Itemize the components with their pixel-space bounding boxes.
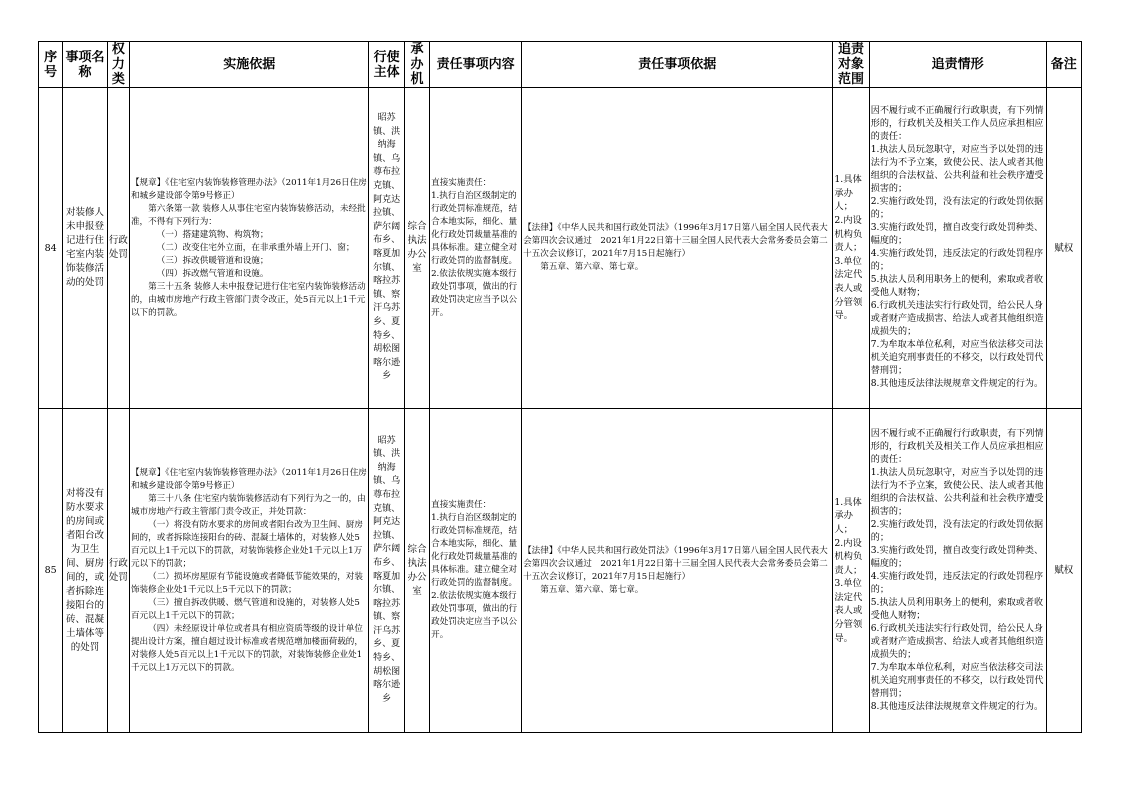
cbasis-line: 【法律】《中华人民共和国行政处罚法》（1996年3月17日第八届全国人民代表大会第四次会议通过 2021年1月22日第十三届全国人民代表大会常务委员会第二十五次会议修订，2021年7月15日起施行） (523, 223, 828, 259)
basis-line: （四）未经原设计单位或者具有相应资质等级的设计单位提出设计方案，擅自超过设计标准或者规范增加楼面荷载的，对装修人处5百元以上1千元以下的罚款，对装饰装修企业处1千元以上1万元以下的罚款。 (130, 623, 363, 673)
row-seq: 84 (39, 88, 63, 409)
row-cbasis (522, 409, 833, 733)
situation-line: 1.执法人员玩忽职守，对应当予以处罚的违法行为不予立案，致使公民、法人或者其他组织的合法权益、公共利益和社会秩序遭受损害的； (870, 145, 1044, 194)
row-basis (129, 409, 369, 733)
header-target: 追责对象范围 (833, 42, 869, 88)
row-basis (129, 88, 369, 409)
target-line: 3.单位法定代表人或分管领导。 (834, 255, 863, 322)
situation-line: 4.实施行政处罚，违反法定的行政处罚程序的； (870, 571, 1044, 595)
situation-line: 7.为牟取本单位私利，对应当依法移交司法机关追究刑事责任的不移交，以行政处罚代替刑罚； (870, 340, 1044, 376)
row-type: 行政处罚 (107, 409, 129, 733)
target-line: 3.单位法定代表人或分管领导。 (834, 578, 863, 644)
header-cbasis: 责任事项依据 (522, 42, 833, 88)
basis-line: 第三十五条 装修人未申报登记进行住宅室内装饰装修活动的，由城市房地产行政主管部门责令改正，处5百元以上1千元以下的罚款。 (130, 281, 366, 318)
target-line: 2.内设机构负责人； (834, 215, 863, 254)
row-unit: 综合执法办公室 (404, 409, 429, 733)
header-name: 事项名称 (63, 42, 107, 88)
situation-line: 因不履行或不正确履行行政职责，有下列情形的，行政机关及相关工作人员应承担相应的责任： (870, 428, 1044, 465)
header-subject: 行使主体 (369, 42, 404, 88)
row-name: 对将没有防水要求的房间或者阳台改为卫生间、厨房间的，或者拆除连接阳台的砖、混凝土墙体等的处罚 (63, 409, 107, 733)
content-line: 2.依法依规实施本级行政处罚事项，做出的行政处罚决定应当予以公开。 (431, 268, 518, 318)
content-line: 1.执行自治区级制定的行政处罚标准规范，结合本地实际，细化、量化行政处罚裁量基准的具体标准。建立健全对行政处罚的监督制度。 (431, 513, 518, 588)
header-unit: 承办机 (404, 42, 429, 88)
situation-line: 8.其他违反法律法规规章文件规定的行为。 (870, 379, 1044, 389)
target-line: 2.内设机构负责人； (834, 537, 863, 576)
basis-line: 第三十八条 住宅室内装饰装修活动有下列行为之一的，由城市房地产行政主管部门责令改正，并处罚款： (130, 493, 366, 517)
basis-line: （二）损坏房屋原有节能设施或者降低节能效果的，对装饰装修企业处1千元以上5千元以下的罚款； (130, 571, 363, 595)
row-note: 赋权 (1046, 409, 1081, 733)
basis-line: （三）拆改供暖管道和设施； (156, 255, 269, 266)
row-type: 行政处罚 (107, 88, 129, 409)
situation-line: 5.执法人员利用职务上的便利，索取或者收受他人财物； (870, 597, 1044, 621)
row-situation (869, 409, 1046, 733)
content-line: 直接实施责任： (431, 177, 492, 188)
header-row (39, 42, 1082, 88)
row-subject: 昭苏镇、洪纳海镇、乌尊布拉克镇、阿克达拉镇、萨尔阔布乡、喀夏加尔镇、喀拉苏镇、察汗乌苏乡、夏特乡、胡松图喀尔逊乡 (369, 88, 404, 409)
situation-line: 因不履行或不正确履行行政职责，有下列情形的，行政机关及相关工作人员应承担相应的责任： (870, 106, 1044, 142)
row-cbasis (522, 88, 833, 409)
header-type: 权力类 (107, 42, 129, 88)
row-note: 赋权 (1046, 88, 1081, 409)
situation-line: 2.实施行政处罚，没有法定的行政处罚依据的； (870, 197, 1044, 220)
basis-line: （一）搭建建筑物、构筑物； (156, 229, 269, 240)
basis-line: 【规章】《住宅室内装饰装修管理办法》（2011年1月26日住房和城乡建设部令第9号修正） (130, 467, 367, 491)
basis-line: （二）改变住宅外立面，在非承重外墙上开门、窗； (156, 242, 355, 253)
responsibility-table (38, 41, 1082, 733)
header-content: 责任事项内容 (430, 42, 522, 88)
row-content (430, 88, 522, 409)
table-row (39, 409, 1082, 733)
basis-line: （四）拆改燃气管道和设施。 (156, 268, 269, 279)
row-target (833, 88, 869, 409)
situation-line: 6.行政机关违法实行行政处罚，给公民人身或者财产造成损害、给法人或者其他组织造成损失的； (870, 623, 1044, 660)
situation-line: 2.实施行政处罚，没有法定的行政处罚依据的； (870, 519, 1044, 543)
basis-line: 第六条第一款 装修人从事住宅室内装饰装修活动，未经批准，不得有下列行为： (130, 203, 366, 227)
situation-line: 3.实施行政处罚，擅自改变行政处罚种类、幅度的； (870, 545, 1044, 569)
situation-line: 6.行政机关违法实行行政处罚，给公民人身或者财产造成损害、给法人或者其他组织造成损失的； (870, 301, 1044, 337)
target-line: 1.具体承办人； (834, 496, 862, 535)
situation-line: 1.执法人员玩忽职守，对应当予以处罚的违法行为不予立案，致使公民、法人或者其他组织的合法权益、公共利益和社会秩序遭受损害的； (870, 467, 1044, 517)
cbasis-line: 第五章、第六章、第七章。 (540, 262, 644, 272)
row-name: 对装修人未申报登记进行住宅室内装饰装修活动的处罚 (63, 88, 107, 409)
situation-line: 7.为牟取本单位私利，对应当依法移交司法机关追究刑事责任的不移交，以行政处罚代替刑罚； (870, 662, 1044, 699)
header-seq: 序号 (39, 42, 63, 88)
row-subject: 昭苏镇、洪纳海镇、乌尊布拉克镇、阿克达拉镇、萨尔阔布乡、喀夏加尔镇、喀拉苏镇、察汗乌苏乡、夏特乡、胡松图喀尔逊乡 (369, 409, 404, 733)
basis-line: 【规章】《住宅室内装饰装修管理办法》（2011年1月26日住房和城乡建设部令第9号修正） (130, 177, 367, 201)
table-row (39, 88, 1082, 409)
header-basis: 实施依据 (129, 42, 369, 88)
content-line: 1.执行自治区级制定的行政处罚标准规范，结合本地实际，细化、量化行政处罚裁量基准的具体标准。建立健全对行政处罚的监督制度。 (431, 190, 518, 266)
header-situation: 追责情形 (869, 42, 1046, 88)
target-line: 1.具体承办人； (834, 174, 862, 213)
situation-line: 8.其他违反法律法规规章文件规定的行为。 (870, 701, 1044, 712)
row-target (833, 409, 869, 733)
row-situation (869, 88, 1046, 409)
content-line: 2.依法依规实施本级行政处罚事项，做出的行政处罚决定应当予以公开。 (431, 591, 518, 640)
row-content (430, 409, 522, 733)
basis-line: （三）擅自拆改供暖、燃气管道和设施的，对装修人处5百元以上1千元以下的罚款； (130, 597, 360, 621)
header-note: 备注 (1046, 42, 1081, 88)
row-unit: 综合执法办公室 (404, 88, 429, 409)
situation-line: 4.实施行政处罚，违反法定的行政处罚程序的； (870, 249, 1044, 272)
content-line: 直接实施责任： (431, 500, 492, 510)
row-seq: 85 (39, 409, 63, 733)
situation-line: 3.实施行政处罚，擅自改变行政处罚种类、幅度的； (870, 223, 1044, 246)
basis-line: （一）将没有防水要求的房间或者阳台改为卫生间、厨房间的，或者拆除连接阳台的砖、混凝土墙体的，对装修人处5百元以上1千元以下的罚款，对装饰装修企业处1千元以上1万元以下的罚款； (130, 519, 363, 569)
cbasis-line: 【法律】《中华人民共和国行政处罚法》（1996年3月17日第八届全国人民代表大会第四次会议通过 2021年1月22日第十三届全国人民代表大会常务委员会第二十五次会议修订，2021年7月15日起施行） (523, 545, 828, 582)
situation-line: 5.执法人员利用职务上的便利，索取或者收受他人财物； (870, 275, 1044, 298)
cbasis-line: 第五章、第六章、第七章。 (540, 584, 644, 595)
